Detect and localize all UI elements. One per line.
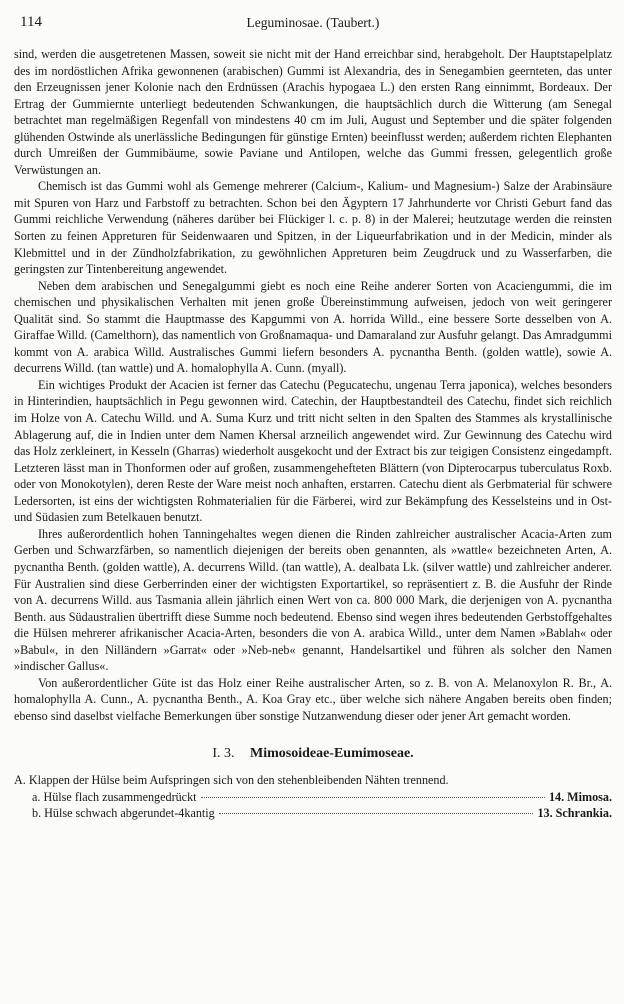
leader-dots bbox=[201, 796, 545, 798]
key-item bbox=[14, 789, 612, 806]
paragraph: Ein wichtiges Produkt der Acacien ist ferner das Catechu (Pegucatechu, ungenau Terra japonica), welches besonders in Hinterindien, hauptsächlich in Pegu gewonnen wird. Catechin, der Hauptbestandteil des Catechu, findet sich reichlich im Holze von A. Catechu Willd. und A. Suma Kurz und tritt nicht selten in den Spalten des Stammes als krystallinische Ablagerung auf, die in Indien unter dem Namen Khersal arzneilich angewendet wird. Zur Gewinnung des Catechu wird das Holz zerkleinert, in Kesseln (Gharras) wiederholt ausgekocht und der Extract bis zur teigigen Consistenz eingedampft. Letzteren lässt man in Thonformen oder auf großen, zusammengehefteten Blättern (von Dipterocarpus tuberculatus Roxb. oder von Monokotylen), deren Reste der Ware meist noch anhaften, erstarren. Catechu dient als Gerbmaterial für schwere Ledersorten, ist eins der wichtigsten Rohmaterialien für die Färberei, wird zur Bekämpfung des Kesselsteins und in Ost- und Südasien zum Betelkauen benutzt. bbox=[14, 377, 612, 525]
body-text bbox=[14, 46, 612, 724]
paragraph: Ihres außerordentlich hohen Tanningehaltes wegen dienen die Rinden zahlreicher australischer Acacia-Arten zum Gerben und Schwarzfärben, so namentlich diejenigen der bereits oben genannten, als »wattle« bezeichneten Arten, A. pycnantha Benth. (golden wattle), A. decurrens Willd. (tan wattle), A. dealbata Lk. (silver wattle) und zahlreicher anderer. Für Australien sind diese Gerberrinden einer der wichtigsten Exportartikel, so repräsentiert z. B. die Ausfuhr der Rinde von A. decurrens Willd. aus Tasmania allein jährlich einen Wert von ca. 800 000 Mark, die derjenigen von A. pycnantha Benth. aus Südaustralien übertrifft diese Summe noch bedeutend. Ebenso sind wegen ihres bedeutenden Gerbstoffgehaltes die Hülsen mehrerer afrikanischer Acacia-Arten, besonders die von A. arabica Willd., unter dem Namen »Bablah« oder »Babul«, in den Nilländern »Garrat« oder »Neb-neb« genannt, Handelsartikel und führen als solcher den Namen »indischer Gallus«. bbox=[14, 526, 612, 674]
paragraph: Von außerordentlicher Güte ist das Holz einer Reihe australischer Arten, so z. B. von A. Melanoxylon R. Br., A. homalophylla A. Cunn., A. pycnantha Benth., A. Koa Gray etc., über welche sich nähere Angaben bereits oben finden; ebenso sind daselbst vielfache Bemerkungen über sonstige Nutzanwendung dieser oder jener Art gemacht worden. bbox=[14, 675, 612, 723]
key-lead-text: A. Klappen der Hülse beim Aufspringen sich von den stehenbleibenden Nähten trennend. bbox=[14, 773, 449, 788]
key-item-result: 14. Mimosa. bbox=[548, 789, 612, 804]
key-item-result: 13. Schrankia. bbox=[537, 806, 612, 821]
paragraph: Neben dem arabischen und Senegalgummi giebt es noch eine Reihe anderer Sorten von Acaciengummi, die im chemischen und physikalischen Verhalten mit jenen große Übereinstimmung aufweisen, jedoch von weit geringerer Qualität sind. So stammt die Hauptmasse des Kapgummi von A. horrida Willd., eine bessere Sorte desselben von A. Giraffae Willd. (Camelthorn), das namentlich von Großnamaqua- und Damaraland zur Ausfuhr gelangt. Das Amradgummi kommt von A. arabica Willd. Australisches Gummi liefern besonders A. pycnantha Benth. (golden wattle), sowie A. decurrens Willd. (tan wattle) und A. homalophylla A. Cunn. (myall). bbox=[14, 278, 612, 376]
running-head: Leguminosae. (Taubert.) bbox=[246, 15, 380, 30]
leader-dots bbox=[219, 812, 534, 814]
page-header bbox=[14, 10, 612, 32]
paragraph: Chemisch ist das Gummi wohl als Gemenge mehrerer (Calcium-, Kalium- und Magnesium-) Salze der Arabinsäure mit Spuren von Harz und Farbstoff zu betrachten. Schon bei den Ägyptern 17 Jahrhunderte vor Christi Geburt fand das Gummi reichliche Verwendung (näheres darüber bei Flückiger l. c. p. 8) in der Malerei; heutzutage werden die reinsten Sorten zu feinen Appreturen für Seidenwaaren und Spitzen, in der Liqueurfabrikation und in der Medicin, minder als Klebmittel und in der Zündholzfabrikation, zu gewöhnlichen Appreturen beim Zeugdruck und zu Wasserfarben, die geringsten zur Tintenbereitung angewendet. bbox=[14, 179, 612, 277]
key-item-text: a. Hülse flach zusammengedrückt bbox=[32, 789, 197, 804]
page-number: 114 bbox=[20, 14, 42, 30]
key-item bbox=[14, 805, 612, 822]
key-lead bbox=[14, 772, 612, 789]
section-number: I. 3. bbox=[212, 746, 235, 762]
paragraph: sind, werden die ausgetretenen Massen, soweit sie nicht mit der Hand erreichbar sind, herabgeholt. Der Hauptstapelplatz des im nordöstlichen Afrika gewonnenen (arabischen) Gummi ist Alexandria, des in Senegambien geernteten, das unter den Erzeugnissen jener Kolonie nach den Erdnüssen (Arachis hypogaea L.) den ersten Rang einnimmt, Bordeaux. Der Ertrag der Gummiernte unterliegt bedeutenden Schwankungen, die hauptsächlich durch die Witterung (am Senegal betrachtet man regelmäßigen Regenfall von mindestens 40 cm im Juli, August und September und die später folgenden glühenden Ostwinde als unerlässliche Bedingungen für günstige Ernten) beeinflusst werden; außerdem richten Elephanten durch Umreißen der Gummibäume, sowie Paviane und Antilopen, welche das Gummi fressen, gelegentlich große Verwüstungen an. bbox=[14, 47, 612, 177]
section-heading bbox=[14, 746, 612, 762]
identification-key bbox=[14, 772, 612, 822]
key-item-text: b. Hülse schwach abgerundet-4kantig bbox=[32, 806, 215, 821]
section-title: Mimosoideae-Eumimoseae. bbox=[249, 746, 414, 762]
